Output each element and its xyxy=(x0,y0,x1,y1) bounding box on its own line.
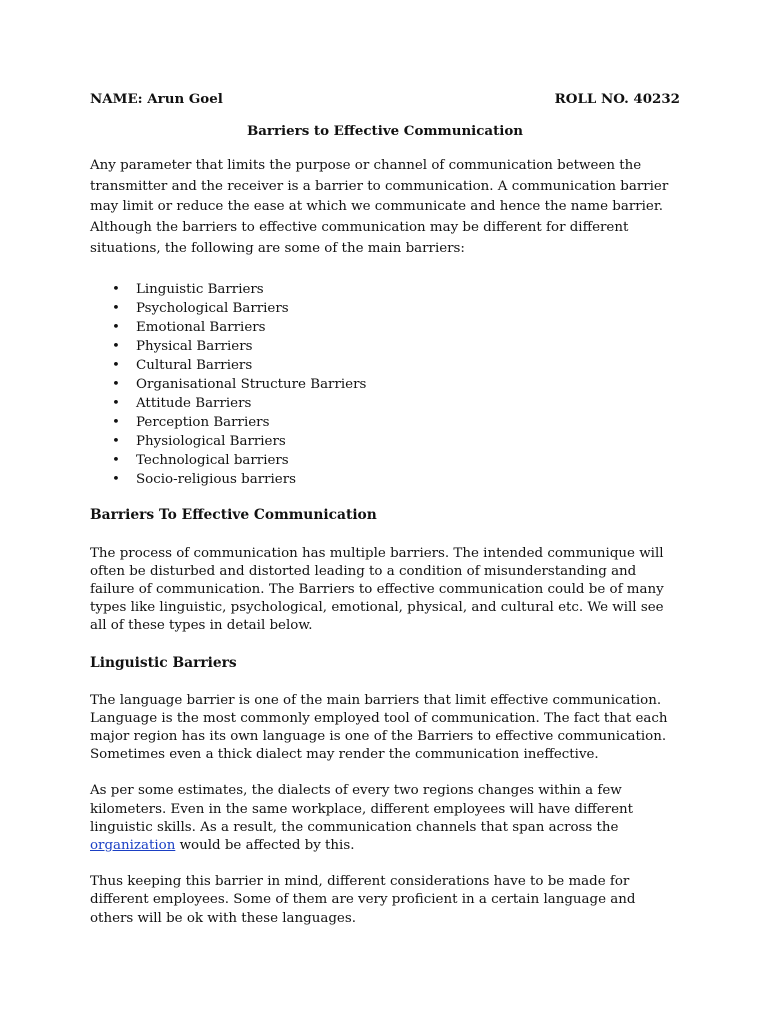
document-page xyxy=(90,88,680,928)
list-item: • Cultural Barriers xyxy=(90,356,680,375)
list-item: • Psychological Barriers xyxy=(90,299,680,318)
list-item: • Socio-religious barriers xyxy=(90,470,680,489)
process-paragraph: The process of communication has multiple barriers. The intended communique will often be disturbed and distorted leading to a condition of misunderstanding and failure of communication. The Barriers to effective communication could be of many types like linguistic, psychological, emotional, physical, and cultural etc. We will see all of these types in detail below. xyxy=(90,545,664,634)
organization-link[interactable]: organization xyxy=(90,837,176,853)
linguistic-paragraph-1: The language barrier is one of the main barriers that limit effective communication. Language is the most commonly employed tool of communication. The fact that each major region has its own language is one of the Barriers to effective communication. Sometimes even a thick dialect may render the communication ineffective. xyxy=(90,692,668,763)
list-item: • Linguistic Barriers xyxy=(90,280,680,299)
document-title: Barriers to Effective Communication xyxy=(246,123,524,139)
section-heading-linguistic: Linguistic Barriers xyxy=(90,654,237,671)
section-heading-barriers: Barriers To Effective Communication xyxy=(90,506,377,523)
list-item: • Technological barriers xyxy=(90,451,680,470)
list-item: • Physical Barriers xyxy=(90,337,680,356)
paragraph-text: As per some estimates, the dialects of every two regions changes within a few kilometers. Even in the same workplace, different employees will have different linguistic skills. As a result, the communication channels that span across the xyxy=(90,783,634,835)
list-item: • Perception Barriers xyxy=(90,413,680,432)
intro-paragraph: Any parameter that limits the purpose or channel of communication between the transmitter and the receiver is a barrier to communication. A communication barrier may limit or reduce the ease at which we communicate and hence the name barrier. Although the barriers to effective communication may be different for different situations, the following are some of the main barriers: xyxy=(90,158,669,256)
list-item: • Attitude Barriers xyxy=(90,394,680,413)
linguistic-paragraph-3: Thus keeping this barrier in mind, different considerations have to be made for different employees. Some of them are very proficient in a certain language and others will be ok with these languages. xyxy=(90,874,636,926)
list-item: • Physiological Barriers xyxy=(90,432,680,451)
document-header xyxy=(90,88,680,110)
roll-number: ROLL NO. 40232 xyxy=(554,91,680,107)
list-item: • Emotional Barriers xyxy=(90,318,680,337)
list-item: • Organisational Structure Barriers xyxy=(90,375,680,394)
student-name: NAME: Arun Goel xyxy=(90,91,223,107)
barriers-list xyxy=(90,280,680,489)
paragraph-text: would be affected by this. xyxy=(175,837,355,853)
linguistic-paragraph-2 xyxy=(90,782,680,855)
